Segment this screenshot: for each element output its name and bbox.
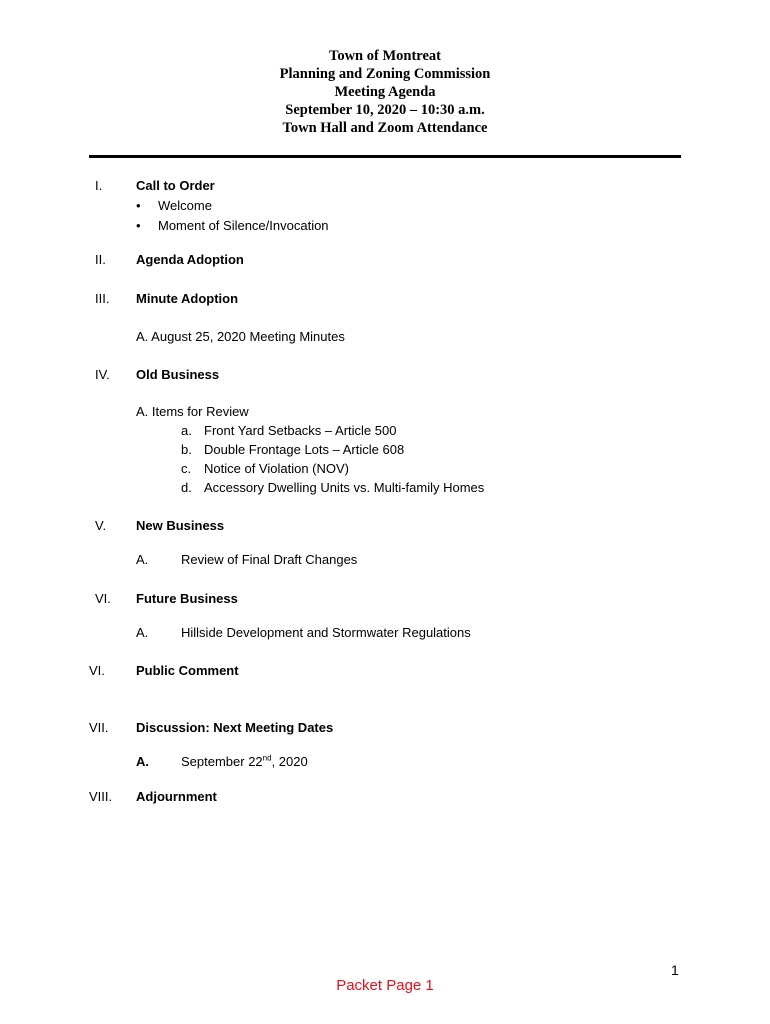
- section-number: II.: [95, 252, 106, 267]
- section-title: Agenda Adoption: [136, 252, 244, 267]
- item-text: September 22nd, 2020: [181, 753, 308, 769]
- meeting-datetime: September 10, 2020 – 10:30 a.m.: [285, 102, 485, 118]
- subitem-text: Front Yard Setbacks – Article 500: [204, 423, 397, 438]
- bullet-icon: •: [136, 218, 141, 233]
- section-title: Adjournment: [136, 789, 217, 804]
- ordinal-suffix: nd: [262, 753, 272, 763]
- bullet-item: Moment of Silence/Invocation: [158, 218, 329, 233]
- subitem-letter: b.: [181, 442, 192, 457]
- agenda-header: [0, 47, 770, 137]
- subitem-text: Notice of Violation (NOV): [204, 461, 349, 476]
- item-letter: A.: [136, 625, 149, 640]
- section-number: IV.: [95, 367, 110, 382]
- item-letter: A.: [136, 552, 149, 567]
- subitem-letter: d.: [181, 480, 192, 495]
- section-title: Discussion: Next Meeting Dates: [136, 720, 334, 735]
- section-title: Call to Order: [136, 178, 215, 193]
- item-text: Review of Final Draft Changes: [181, 552, 358, 567]
- section-number: VI.: [89, 663, 105, 678]
- section-number: VII.: [89, 720, 109, 735]
- town-name: Town of Montreat: [329, 48, 441, 64]
- subitem-letter: a.: [181, 423, 192, 438]
- subitem-text: Double Frontage Lots – Article 608: [204, 442, 405, 457]
- commission-name: Planning and Zoning Commission: [279, 66, 491, 82]
- packet-page-label: Packet Page 1: [336, 977, 434, 994]
- section-title: Public Comment: [136, 663, 239, 678]
- agenda-item: A. August 25, 2020 Meeting Minutes: [136, 329, 345, 344]
- subitem-letter: c.: [181, 461, 192, 476]
- item-text: Hillside Development and Stormwater Regulations: [181, 625, 471, 640]
- section-number: I.: [95, 178, 103, 193]
- document-title: Meeting Agenda: [334, 84, 436, 100]
- section-number: V.: [95, 518, 107, 533]
- meeting-location: Town Hall and Zoom Attendance: [282, 120, 488, 136]
- page-number: 1: [671, 962, 679, 978]
- section-number: VIII.: [89, 789, 113, 804]
- bullet-icon: •: [136, 198, 141, 213]
- section-number: III.: [95, 291, 110, 306]
- header-divider: [89, 155, 681, 158]
- section-title: New Business: [136, 518, 225, 533]
- section-title: Future Business: [136, 591, 238, 606]
- section-title: Old Business: [136, 367, 220, 382]
- subitem-text: Accessory Dwelling Units vs. Multi-family Homes: [204, 480, 485, 495]
- agenda-item: A. Items for Review: [136, 404, 249, 419]
- section-title: Minute Adoption: [136, 291, 239, 306]
- bullet-item: Welcome: [158, 198, 212, 213]
- section-number: VI.: [95, 591, 111, 606]
- item-letter: A.: [136, 754, 149, 769]
